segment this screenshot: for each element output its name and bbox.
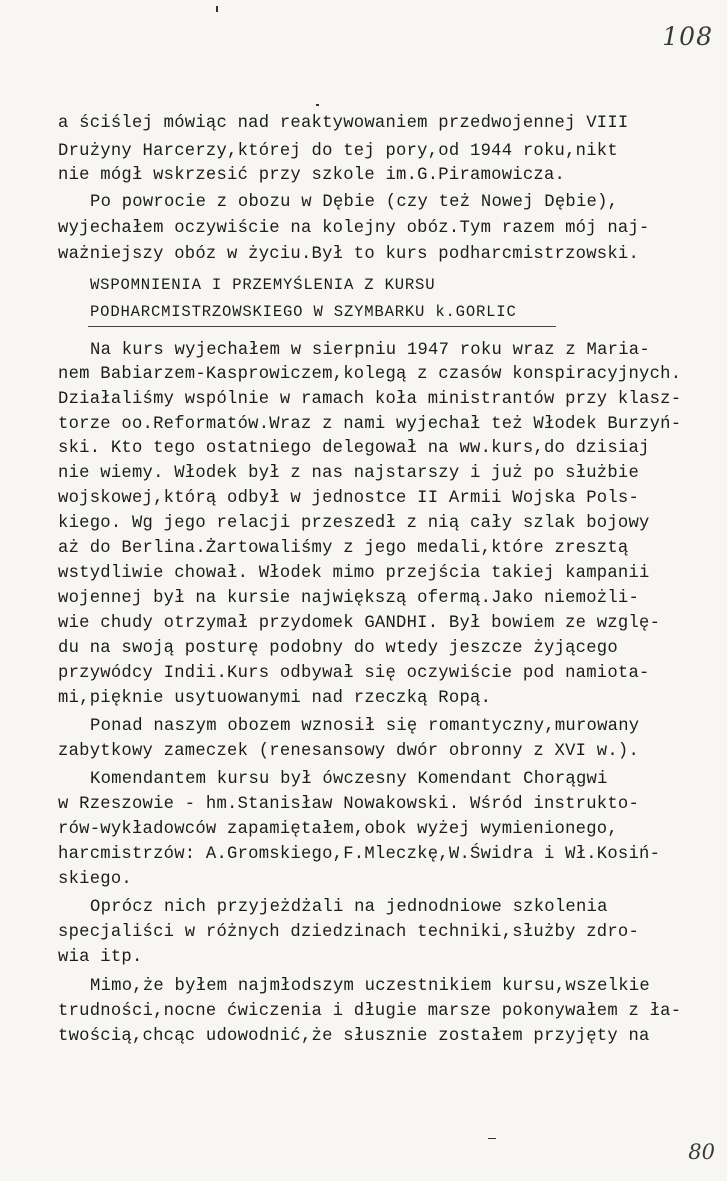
text-line: nie mógł wskrzesić przy szkole im.G.Piramowicza. (58, 166, 566, 185)
text-line: a ściślej mówiąc nad reaktywowaniem przedwojennej VIII (58, 114, 629, 133)
text-line: w Rzeszowie - hm.Stanisław Nowakowski. Wśród instrukto- (58, 795, 640, 814)
text-line: Ponad naszym obozem wznosił się romantyczny,murowany (90, 717, 640, 736)
heading-underline (88, 326, 556, 327)
text-line: Oprócz nich przyjeżdżali na jednodniowe szkolenia (90, 898, 608, 917)
text-line: wyjechałem oczywiście na kolejny obóz.Tym razem mój naj- (58, 219, 650, 238)
text-line: kiego. Wg jego relacji przeszedł z nią cały szlak bojowy (58, 514, 650, 533)
text-line: rów-wykładowców zapamiętałem,obok wyżej wymienionego, (58, 820, 618, 839)
text-line: mi,pięknie usytuowanymi nad rzeczką Ropą. (58, 689, 492, 708)
text-line: specjaliści w różnych dziedzinach techniki,służby zdro- (58, 923, 640, 942)
text-line: wstydliwie chował. Włodek mimo przejścia takiej kampanii (58, 564, 650, 583)
text-line: Komendantem kursu był ówczesny Komendant Chorągwi (90, 770, 608, 789)
section-heading-line-2: PODHARCMISTRZOWSKIEGO W SZYMBARKU k.GORLIC (90, 303, 517, 321)
text-line: harcmistrzów: A.Gromskiego,F.Mleczkę,W.Świdra i Wł.Kosiń- (58, 845, 661, 864)
text-line: torze oo.Reformatów.Wraz z nami wyjechał też Włodek Burzyń- (58, 415, 682, 434)
stray-mark (216, 6, 218, 12)
text-line: ważniejszy obóz w życiu.Był to kurs podharcmistrzowski. (58, 245, 640, 264)
handwritten-page-number-top: 108 (662, 22, 713, 51)
text-line: wojennej był na kursie największą ofermą.Jako niemożli- (58, 589, 640, 608)
text-line: wojskowej,którą odbył w jednostce II Armii Wojska Pols- (58, 489, 640, 508)
text-line: ski. Kto tego ostatniego delegował na ww.kurs,do dzisiaj (58, 439, 650, 458)
text-line: wia itp. (58, 948, 143, 967)
handwritten-page-number-bottom: 80 (688, 1140, 715, 1164)
stray-mark (488, 1138, 496, 1139)
text-line: Drużyny Harcerzy,której do tej pory,od 1944 roku,nikt (58, 142, 618, 161)
text-line: Po powrocie z obozu w Dębie (czy też Nowej Dębie), (90, 193, 619, 212)
text-line: aż do Berlina.Żartowaliśmy z jego medali,które zresztą (58, 539, 629, 558)
text-line: twością,chcąc udowodnić,że słusznie zostałem przyjęty na (58, 1027, 650, 1046)
text-line: nem Babiarzem-Kasprowiczem,kolegą z czasów konspiracyjnych. (58, 365, 682, 384)
text-line: skiego. (58, 870, 132, 889)
section-heading-line-1: WSPOMNIENIA I PRZEMYŚLENIA Z KURSU (90, 276, 436, 294)
text-line: Działaliśmy wspólnie w ramach koła ministrantów przy klasz- (58, 390, 682, 409)
stray-mark (316, 104, 319, 106)
text-line: Mimo,że byłem najmłodszym uczestnikiem kursu,wszelkie (90, 977, 650, 996)
text-line: wie chudy otrzymał przydomek GANDHI. Był bowiem ze wzglę- (58, 614, 661, 633)
text-line: przywódcy Indii.Kurs odbywał się oczywiście pod namiota- (58, 664, 650, 683)
text-line: nie wiemy. Włodek był z nas najstarszy i już po służbie (58, 464, 640, 483)
text-line: du na swoją posturę podobny do wtedy jeszcze żyjącego (58, 639, 618, 658)
text-line: trudności,nocne ćwiczenia i długie marsze pokonywałem z ła- (58, 1002, 682, 1021)
text-line: Na kurs wyjechałem w sierpniu 1947 roku wraz z Maria- (90, 341, 650, 360)
text-line: zabytkowy zameczek (renesansowy dwór obronny z XVI w.). (58, 742, 640, 761)
